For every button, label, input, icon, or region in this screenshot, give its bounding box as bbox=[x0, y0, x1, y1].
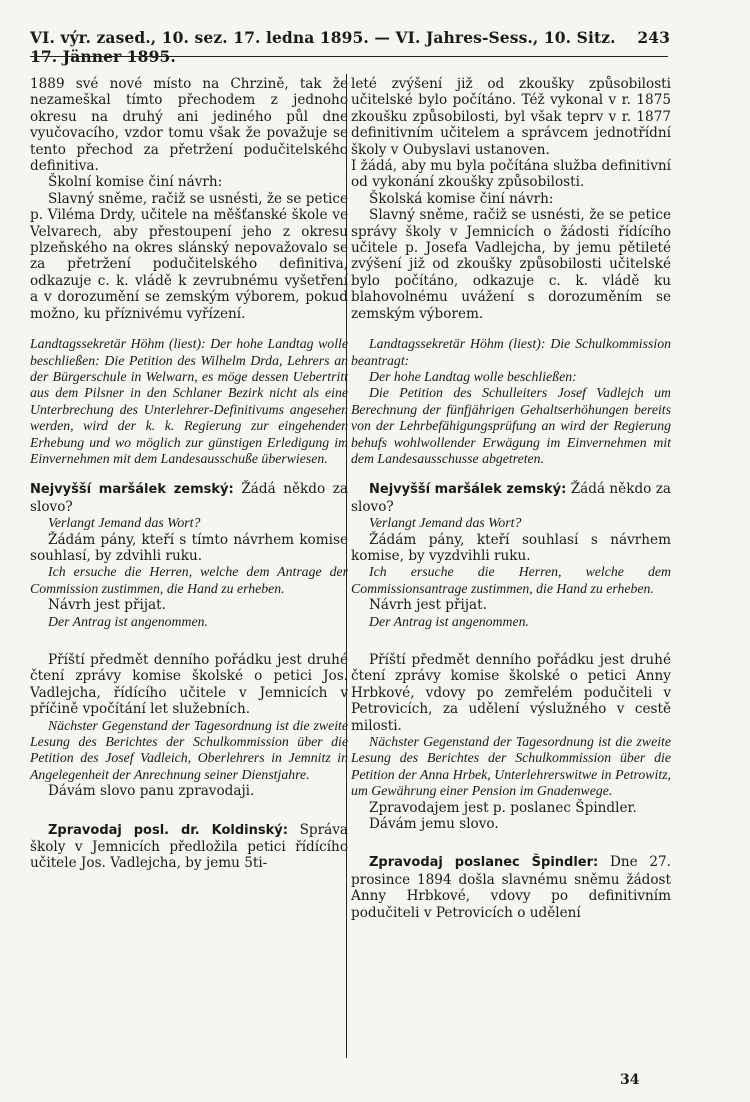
german-paragraph: Verlangt Jemand das Wort? bbox=[369, 515, 522, 531]
header-title: VI. výr. zased., 10. sez. 17. ledna 1895. — VI. Jahres-Sess., 10. Sitz. 17. Jänner 1895. bbox=[30, 28, 616, 66]
speaker-paragraph bbox=[351, 854, 671, 921]
speech-text: Žádá někdo za slovo? bbox=[351, 481, 671, 515]
paragraph: Žádám pány, kteří s tímto návrhem komise souhlasí, by zdvihli ruku. bbox=[30, 531, 348, 564]
paragraph: Návrh jest přijat. bbox=[369, 597, 487, 614]
german-paragraph: Der Antrag ist angenommen. bbox=[48, 613, 208, 629]
header-rule bbox=[30, 56, 668, 57]
german-paragraph: Die Petition des Schulleiters Josef Vadlejch um Berechnung der fünfjährigen Gehaltserhöhungen bereits von der Lehrbefähigungsprüfung an wird der Regierung behufs wohlwollender Erwägung im Einvernehmen mit dem Landesausschusse abgetreten. bbox=[351, 385, 671, 466]
right-column bbox=[351, 76, 671, 921]
speaker-name: Zpravodaj poslanec Špindler: bbox=[369, 855, 599, 871]
paragraph: Žádám pány, kteří souhlasí s návrhem komise, by vyzdvihli ruku. bbox=[351, 531, 671, 564]
header-page-number: 243 bbox=[637, 28, 670, 47]
german-paragraph: Ich ersuche die Herren, welche dem Commissionsantrage zustimmen, die Hand zu erheben. bbox=[351, 564, 671, 596]
paragraph: Dávám slovo panu zpravodaji. bbox=[48, 783, 255, 800]
speaker-paragraph bbox=[351, 481, 671, 515]
speaker-name: Zpravodaj posl. dr. Koldinský: bbox=[48, 822, 288, 838]
german-paragraph: Verlangt Jemand das Wort? bbox=[48, 515, 201, 531]
paragraph: I žádá, aby mu byla počítána služba definitivní od vykonání zkoušky způsobilosti. bbox=[351, 158, 671, 191]
german-paragraph: Der hohe Landtag wolle beschließen: bbox=[369, 368, 577, 384]
speech-text: Žádá někdo za slovo? bbox=[30, 481, 348, 515]
paragraph: Slavný sněme, račiž se usnésti, že se petice správy školy v Jemnicích o žádosti řídícího učitele p. Josefa Vadlejcha, by jemu pětileté zvýšení již od zkoušky způsobilosti učitelské bylo počítáno, odkazuje c. k. vládě ku blahovolnému uvážení s dorozuměním se zemským výborem. bbox=[351, 207, 671, 322]
paragraph: Dávám jemu slovo. bbox=[369, 816, 499, 833]
paragraph: Příští předmět denního pořádku jest druhé čtení zprávy komise školské o petici Anny Hrbkové, vdovy po zemřelém podučiteli v Petrovicích, za udělení výslužného v cestě milosti. bbox=[351, 652, 671, 734]
german-paragraph: Der Antrag ist angenommen. bbox=[369, 613, 529, 629]
paragraph: Slavný sněme, račiž se usnésti, že se petice p. Viléma Drdy, učitele na měšťanské škole ve Velvarech, aby přestoupení jeho z okresu plzeňského na okres slánský nepovažovalo se za přetržení podučitelského definitiva, odkazuje c. k. vládě k zevrubnému vyšetření a v dorozumění se zemským výborem, pokud možno, ku příznivému vyřízení. bbox=[30, 190, 348, 322]
paragraph: Návrh jest přijat. bbox=[48, 597, 166, 614]
paragraph: Příští předmět denního pořádku jest druhé čtení zprávy komise školské o petici Jos. Vadlejcha, řídícího učitele v Jemnicích v příčině vpočítání let služebních. bbox=[30, 652, 348, 718]
german-paragraph: Nächster Gegenstand der Tagesordnung ist die zweite Lesung des Berichtes der Schulkommission über die Petition des Josef Vadleich, Oberlehrers in Jemnitz in Angelegenheit der Anrechnung seiner Dienstjahre. bbox=[30, 717, 348, 782]
paragraph: Školní komise činí návrh: bbox=[48, 174, 223, 191]
german-paragraph: Ich ersuche die Herren, welche dem Antrage der Commission zustimmen, die Hand zu erheben. bbox=[30, 564, 348, 596]
speech-text: Dne 27. prosince 1894 došla slavnému sněmu žádost Anny Hrbkové, vdovy po definitivním podučiteli v Petrovicích o udělení bbox=[351, 854, 671, 921]
paragraph: leté zvýšení již od zkoušky způsobilosti učitelské bylo počítáno. Též vykonal v r. 1875 zkoušku způsobilosti, byl však teprv v r. 1877 definitivním učitelem a správcem jednotřídní školy v Oubyslavi ustanoven. bbox=[351, 76, 671, 158]
german-paragraph: Landtagssekretär Höhm (liest): Die Schulkommission beantragt: bbox=[351, 336, 671, 368]
speaker-name: Nejvyšší maršálek zemský: bbox=[30, 482, 234, 498]
speech-text: Správa školy v Jemnicích předložila petici řídícího učitele Jos. Vadlejcha, by jemu 5ti- bbox=[30, 821, 348, 872]
german-paragraph: Landtagssekretär Höhm (liest): Der hohe Landtag wolle beschließen: Die Petition des Wilhelm Drda, Lehrers an der Bürgerschule in Welwarn, es möge dessen Uebertritt aus dem Pilsner in den Schlaner Bezirk nicht als eine Unterbrechung des Unterlehrer-Definitivums angesehen werden, wird der k. k. Regierung zur eingehenden Erhebung und wo möglich zur günstigen Erledigung im Einvernehmen mit dem Landesausschuße überwiesen. bbox=[30, 336, 348, 466]
german-paragraph: Nächster Gegenstand der Tagesordnung ist die zweite Lesung des Berichtes der Schulkommission über die Petition der Anna Hrbek, Unterlehrerswitwe in Petrowitz, um Gewährung einer Pension im Gnadenwege. bbox=[351, 734, 671, 799]
paragraph: 1889 své nové místo na Chrzině, tak že nezameškal tímto přechodem z jednoho okresu na druhý ani jediného půl dne vyučovacího, vzdor tomu však že považuje se tento přechod za přetržení podučitelského definitiva. bbox=[30, 76, 348, 175]
speaker-paragraph bbox=[30, 822, 348, 872]
speaker-paragraph bbox=[30, 481, 348, 515]
footer-page-number: 34 bbox=[620, 1072, 640, 1088]
paragraph: Zpravodajem jest p. poslanec Špindler. bbox=[369, 799, 637, 816]
page-header bbox=[30, 28, 670, 66]
left-column bbox=[30, 76, 348, 872]
speaker-name: Nejvyšší maršálek zemský: bbox=[369, 482, 567, 498]
paragraph: Školská komise činí návrh: bbox=[369, 190, 554, 207]
